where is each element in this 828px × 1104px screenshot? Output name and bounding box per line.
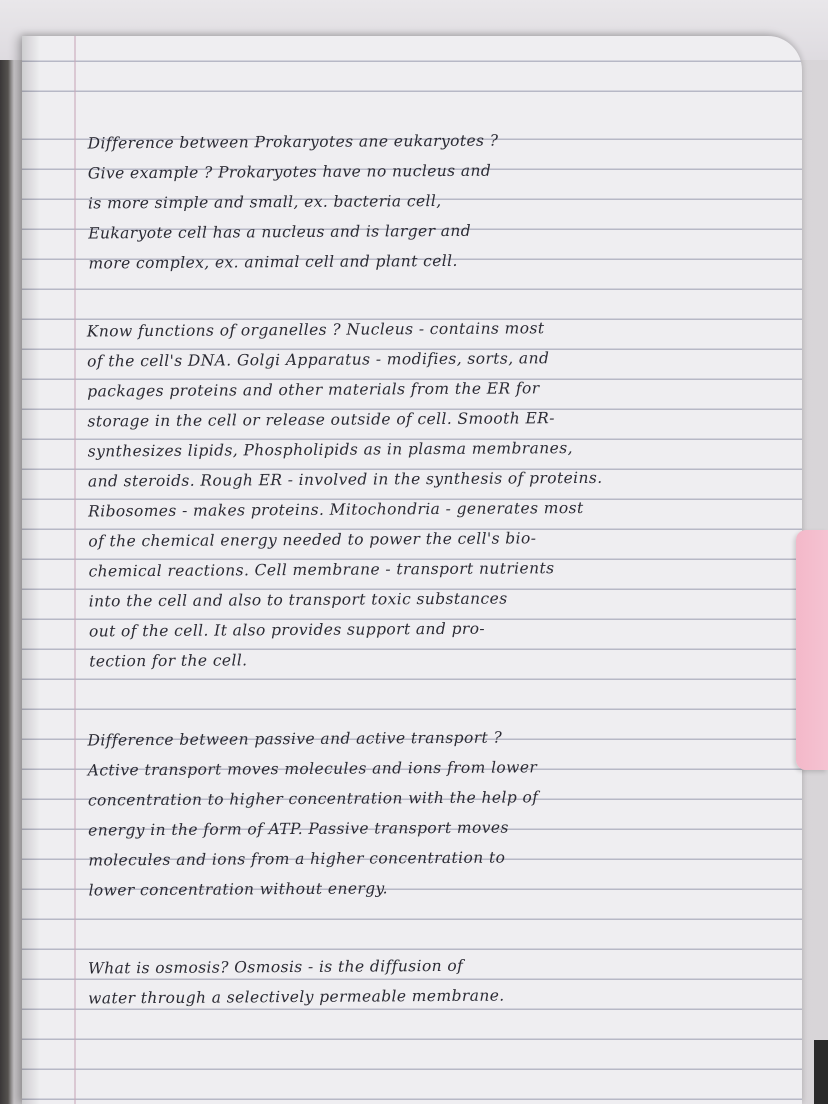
note-line: is more simple and small, ex. bacteria cell,: [87, 191, 442, 213]
note-line: of the chemical energy needed to power the cell's bio-: [88, 529, 537, 551]
note-line: water through a selectively permeable membrane.: [88, 986, 505, 1008]
note-line: out of the cell. It also provides support and pro-: [88, 619, 486, 641]
note-line: and steroids. Rough ER - involved in the synthesis of proteins.: [87, 468, 603, 491]
note-line: Difference between Prokaryotes ane eukaryotes ?: [87, 131, 499, 153]
note-line: Give example ? Prokaryotes have no nucleus and: [87, 161, 492, 183]
page-binding-shadow: [22, 36, 40, 1104]
note-line: more complex, ex. animal cell and plant cell.: [88, 251, 458, 273]
note-line: tection for the cell.: [89, 651, 248, 671]
note-line: synthesizes lipids, Phospholipids as in plasma membranes,: [87, 439, 573, 461]
sticky-note-tab: [796, 530, 828, 770]
note-line: Difference between passive and active transport ?: [87, 728, 503, 750]
note-line: Ribosomes - makes proteins. Mitochondria - generates most: [88, 498, 584, 521]
note-line: Know functions of organelles ? Nucleus - contains most: [86, 319, 545, 341]
note-line: packages proteins and other materials from the ER for: [87, 379, 540, 401]
note-line: concentration to higher concentration with the help of: [87, 788, 539, 810]
margin-line: [74, 36, 76, 1104]
note-line: storage in the cell or release outside of cell. Smooth ER-: [87, 409, 555, 431]
note-line: lower concentration without energy.: [88, 879, 388, 900]
note-line: What is osmosis? Osmosis - is the diffusion of: [87, 956, 464, 978]
note-line: molecules and ions from a higher concentration to: [88, 848, 506, 870]
question-osmosis: [88, 949, 788, 1014]
note-line: Eukaryote cell has a nucleus and is larger and: [88, 221, 472, 243]
corner-shadow: [814, 1040, 828, 1104]
note-line: energy in the form of ATP. Passive transport moves: [88, 818, 509, 840]
question-prokaryotes-eukaryotes: [87, 124, 788, 279]
note-line: Active transport moves molecules and ions from lower: [87, 758, 538, 780]
note-line: of the cell's DNA. Golgi Apparatus - modifies, sorts, and: [87, 349, 550, 371]
note-line: into the cell and also to transport toxic substances: [88, 589, 508, 611]
note-line: chemical reactions. Cell membrane - transport nutrients: [88, 559, 555, 581]
question-organelle-functions: [87, 312, 789, 677]
question-passive-active-transport: [87, 721, 788, 906]
